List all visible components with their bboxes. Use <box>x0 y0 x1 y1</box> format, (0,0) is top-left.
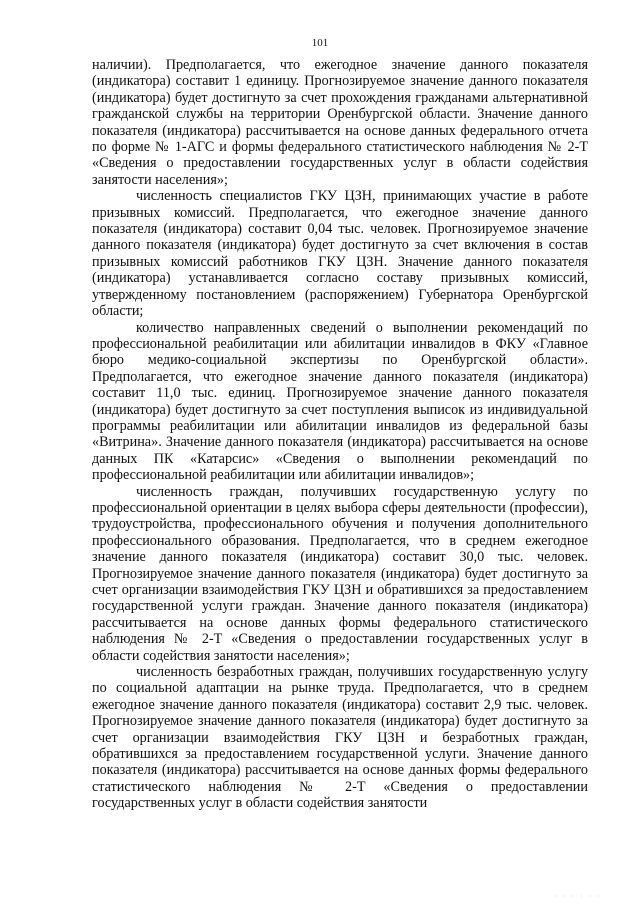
page-number: 101 <box>311 37 329 49</box>
paragraph-alternative-service: наличии). Предполагается, что ежегодное значение данного показателя (индикатора) составит 1 единицу. Прогнозируемое значение данного показателя (индикатора) будет достигнуто за счет прохождения гражданами альтернативной гражданской службы на территории Оренбургской области. Значение данного показателя (индикатора) рассчитывается на основе данных федерального отчета по форме № 1-АГС и формы федерального статистического наблюдения № 2-Т «Сведения о предоставлении государственных услуг в области содействия занятости населения»; <box>92 57 588 188</box>
paragraph-career-guidance: численность граждан, получивших государственную услугу по профессиональной ориентации в целях выбора сферы деятельности (профессии), трудоустройства, профессионального обучения и получения дополнительного профессионального образования. Предполагается, что в среднем ежегодное значение данного показателя (индикатора) составит 30,0 тыс. человек. Прогнозируемое значение данного показателя (индикатора) будет достигнуто за счет организации взаимодействия ГКУ ЦЗН и обратившихся за предоставлением государственной услуги граждан. Значение данного показателя (индикатора) рассчитывается на основе данных формы федерального статистического наблюдения № 2-Т «Сведения о предоставлении государственных услуг в области содействия занятости населения»; <box>92 483 588 664</box>
paragraph-rehabilitation-reports: количество направленных сведений о выполнении рекомендаций по профессиональной реабилитации или абилитации инвалидов в ФКУ «Главное бюро медико-социальной экспертизы по Оренбургской области». Предполагается, что ежегодное значение данного показателя (индикатора) составит 11,0 тыс. единиц. Прогнозируемое значение данного показателя (индикатора) будет достигнуто за счет поступления выписок из индивидуальной программы реабилитации или абилитации инвалидов из федеральной базы «Витрина». Значение данного показателя (индикатора) рассчитывается на основе данных ПК «Катарсис» «Сведения о выполнении рекомендаций по профессиональной реабилитации или абилитации инвалидов»; <box>92 319 588 484</box>
paragraph-conscription-commissions: численность специалистов ГКУ ЦЗН, принимающих участие в работе призывных комиссий. Предполагается, что ежегодное значение данного показателя (индикатора) составит 0,04 тыс. человек. Прогнозируемое значение данного показателя (индикатора) будет достигнуто за счет включения в состав призывных комиссий работников ГКУ ЦЗН. Значение данного показателя (индикатора) устанавливается согласно составу призывных комиссий, утвержденному постановлением (распоряжением) Губернатора Оренбургской области; <box>92 188 588 320</box>
document-body <box>92 57 588 812</box>
paragraph-social-adaptation: численность безработных граждан, получивших государственную услугу по социальной адаптации на рынке труда. Предполагается, что в среднем ежегодное значение данного показателя (индикатора) составит 2,9 тыс. человек. Прогнозируемое значение данного показателя (индикатора) будет достигнуто за счет организации взаимодействия ГКУ ЦЗН и безработных граждан, обратившихся за предоставлением государственной услуги. Значение данного показателя (индикатора) рассчитывается на основе данных формы федерального статистического наблюдения № 2-Т «Сведения о предоставлении государственных услуг в области содействия занятости <box>92 664 588 812</box>
scan-artifact: · · · · · · <box>554 892 602 901</box>
